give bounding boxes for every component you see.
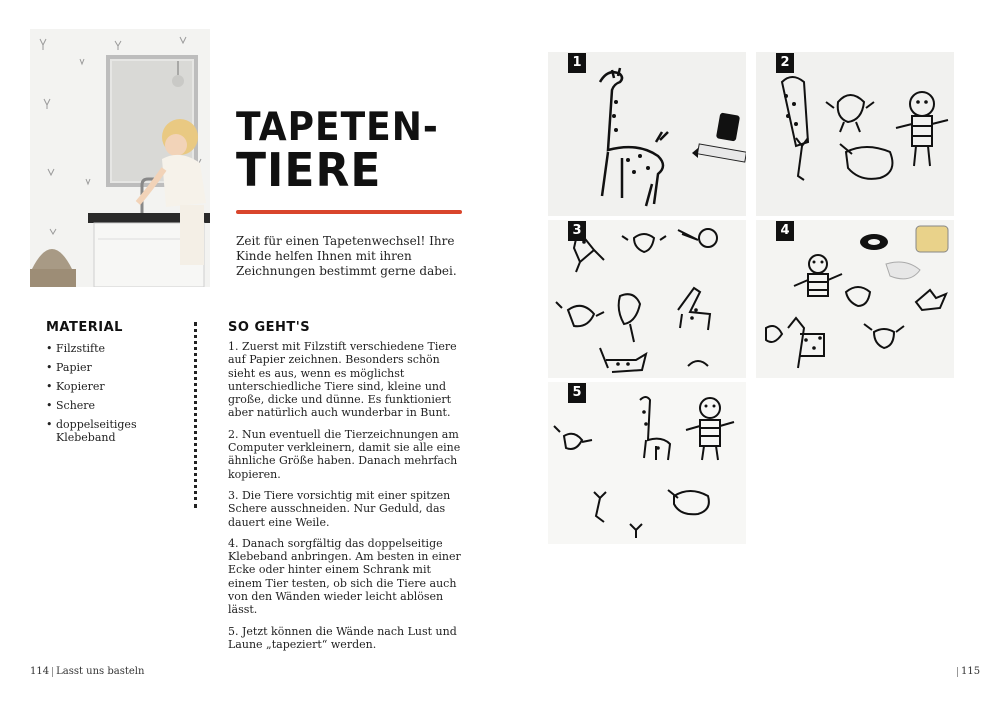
page-number-left: 114: [30, 666, 50, 677]
step-number: 5: [568, 383, 586, 403]
material-list: [46, 342, 176, 450]
hero-photo: [30, 29, 210, 287]
steps-heading: SO GEHT'S: [228, 320, 311, 335]
material-item: • doppelseitiges Klebeband: [46, 418, 176, 444]
step-text: 3. Die Tiere vorsichtig mit einer spitzen Schere ausschneiden. Nur Geduld, das dauert eine Weile.: [228, 488, 451, 529]
step-photo-1: [548, 52, 746, 216]
material-heading: MATERIAL: [46, 320, 123, 335]
step-text: 4. Danach sorgfältig das doppelseitige Klebeband anbringen. Am besten in einer Ecke oder hinter einem Schrank mit einem Tier testen, ob sich die Tiere auch von den Wänden wieder leicht ablösen lässt.: [228, 536, 461, 617]
step-photo-3: [548, 220, 746, 378]
page-number-right: 115: [961, 666, 981, 677]
chapter-title: Lasst uns basteln: [56, 666, 145, 677]
footer-divider: [957, 667, 958, 677]
dotted-divider: [194, 322, 197, 508]
step-number: 2: [776, 53, 794, 73]
step-text: 5. Jetzt können die Wände nach Lust und Laune „tapeziert“ werden.: [228, 624, 457, 651]
intro-text: Zeit für einen Tapetenwechsel! Ihre Kinde helfen Ihnen mit ihren Zeichnungen bestimmt gerne dabei.: [236, 234, 457, 278]
step-photo-4: [756, 220, 954, 378]
title-line-2: TIERE: [236, 143, 382, 198]
step-text: 2. Nun eventuell die Tierzeichnungen am Computer verkleinern, damit sie alle eine ähnliche Größe haben. Danach mehrfach kopieren.: [228, 427, 461, 481]
step-text: 1. Zuerst mit Filzstift verschiedene Tiere auf Papier zeichnen. Besonders schön sieht es aus, wenn es möglichst unterschiedliche Tiere sind, kleine und große, dicke und dünne. Es funktioniert aber natürlich auch wunderbar in Bunt.: [228, 340, 457, 420]
material-item: • Papier: [46, 361, 176, 374]
steps-list: [228, 340, 468, 659]
material-item: • Filzstifte: [46, 342, 176, 355]
step-number: 4: [776, 221, 794, 241]
title-underline: [236, 210, 462, 214]
material-item: • Schere: [46, 399, 176, 412]
footer-divider: [52, 667, 53, 677]
footer-right: [954, 666, 980, 677]
material-item: • Kopierer: [46, 380, 176, 393]
step-photo-2: [756, 52, 954, 216]
step-number: 3: [568, 221, 586, 241]
step-photo-5: [548, 382, 746, 544]
footer-left: [30, 666, 144, 677]
title-line-1: TAPETEN-: [236, 104, 439, 150]
step-number: 1: [568, 53, 586, 73]
